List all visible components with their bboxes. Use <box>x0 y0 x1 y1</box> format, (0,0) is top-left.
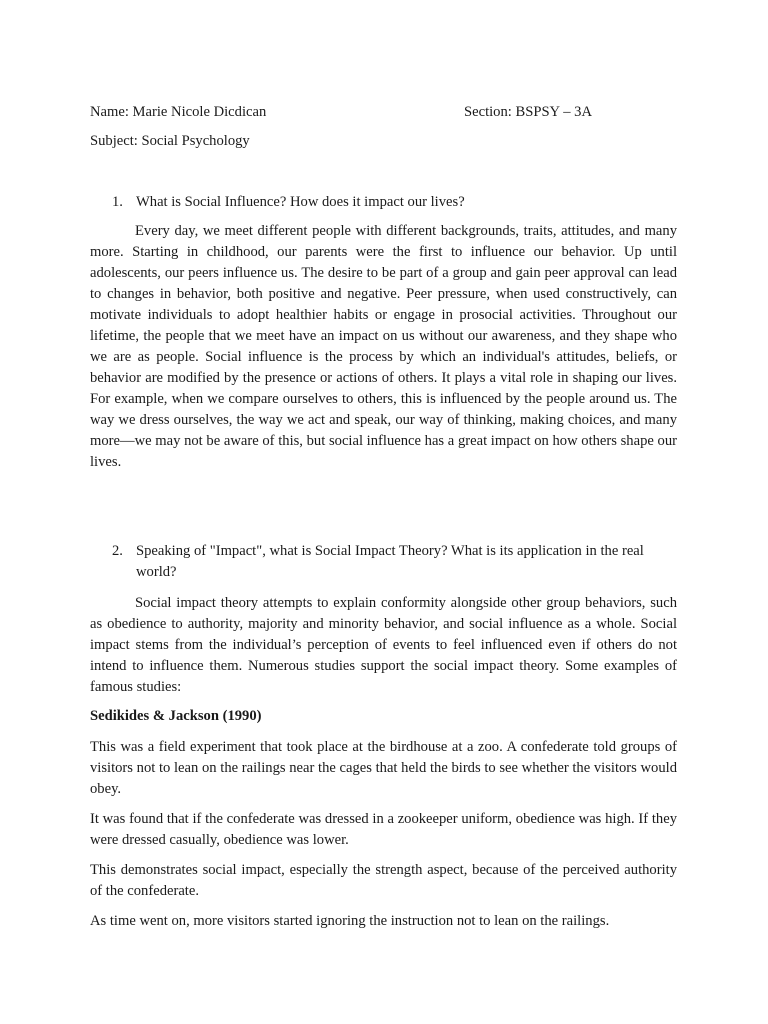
question-1-text: What is Social Influence? How does it impact our lives? <box>136 194 465 210</box>
answer-2: Social impact theory attempts to explain conformity alongside other group behaviors, such as obedience to authority, majority and minority behavior, and social influence as a whole. Social impact stems from the individual’s perception of events to feel influenced even if others do not intend to influence them. Numerous studies support the social impact theory. Some examples of famous studies: <box>90 595 677 695</box>
question-2-text: Speaking of "Impact", what is Social Impact Theory? What is its application in the real world? <box>136 543 644 580</box>
question-2-number: 2. <box>112 543 123 559</box>
question-1 <box>112 192 672 213</box>
study-paragraph-3: This demonstrates social impact, especially the strength aspect, because of the perceived authority of the confederate. <box>90 862 677 899</box>
study-paragraph-4: As time went on, more visitors started ignoring the instruction not to lean on the railings. <box>90 913 610 929</box>
study-paragraph-1: This was a field experiment that took place at the birdhouse at a zoo. A confederate told groups of visitors not to lean on the railings near the cages that held the birds to see whether the visitors would obey. <box>90 739 677 797</box>
student-name: Name: Marie Nicole Dicdican <box>90 104 267 120</box>
study-paragraph-2: It was found that if the confederate was dressed in a zookeeper uniform, obedience was high. If they were dressed casually, obedience was lower. <box>90 811 677 848</box>
section-label: Section: BSPSY – 3A <box>464 104 592 120</box>
answer-1: Every day, we meet different people with different backgrounds, traits, attitudes, and many more. Starting in childhood, our parents were the first to influence our behavior. Up until adolescents, our peers influence us. The desire to be part of a group and gain peer approval can lead to changes in behavior, both positive and negative. Peer pressure, when used constructively, can motivate individuals to adopt healthier habits or engage in prosocial activities. Throughout our lifetime, the people that we meet have an impact on us without our awareness, and they shape who we are as people. Social influence is the process by which an individual's attitudes, beliefs, or behavior are modified by the presence or actions of others. It plays a vital role in shaping our lives. For example, when we compare ourselves to others, this is influenced by the people around us. The way we dress ourselves, the way we act and speak, our way of thinking, making choices, and many more—we may not be aware of this, but social influence has a great impact on how others shape our lives. <box>90 223 677 470</box>
subject-label: Subject: Social Psychology <box>90 133 250 149</box>
question-2 <box>112 541 672 583</box>
question-1-number: 1. <box>112 194 123 210</box>
header-row <box>90 104 678 121</box>
study-heading: Sedikides & Jackson (1990) <box>90 708 262 724</box>
